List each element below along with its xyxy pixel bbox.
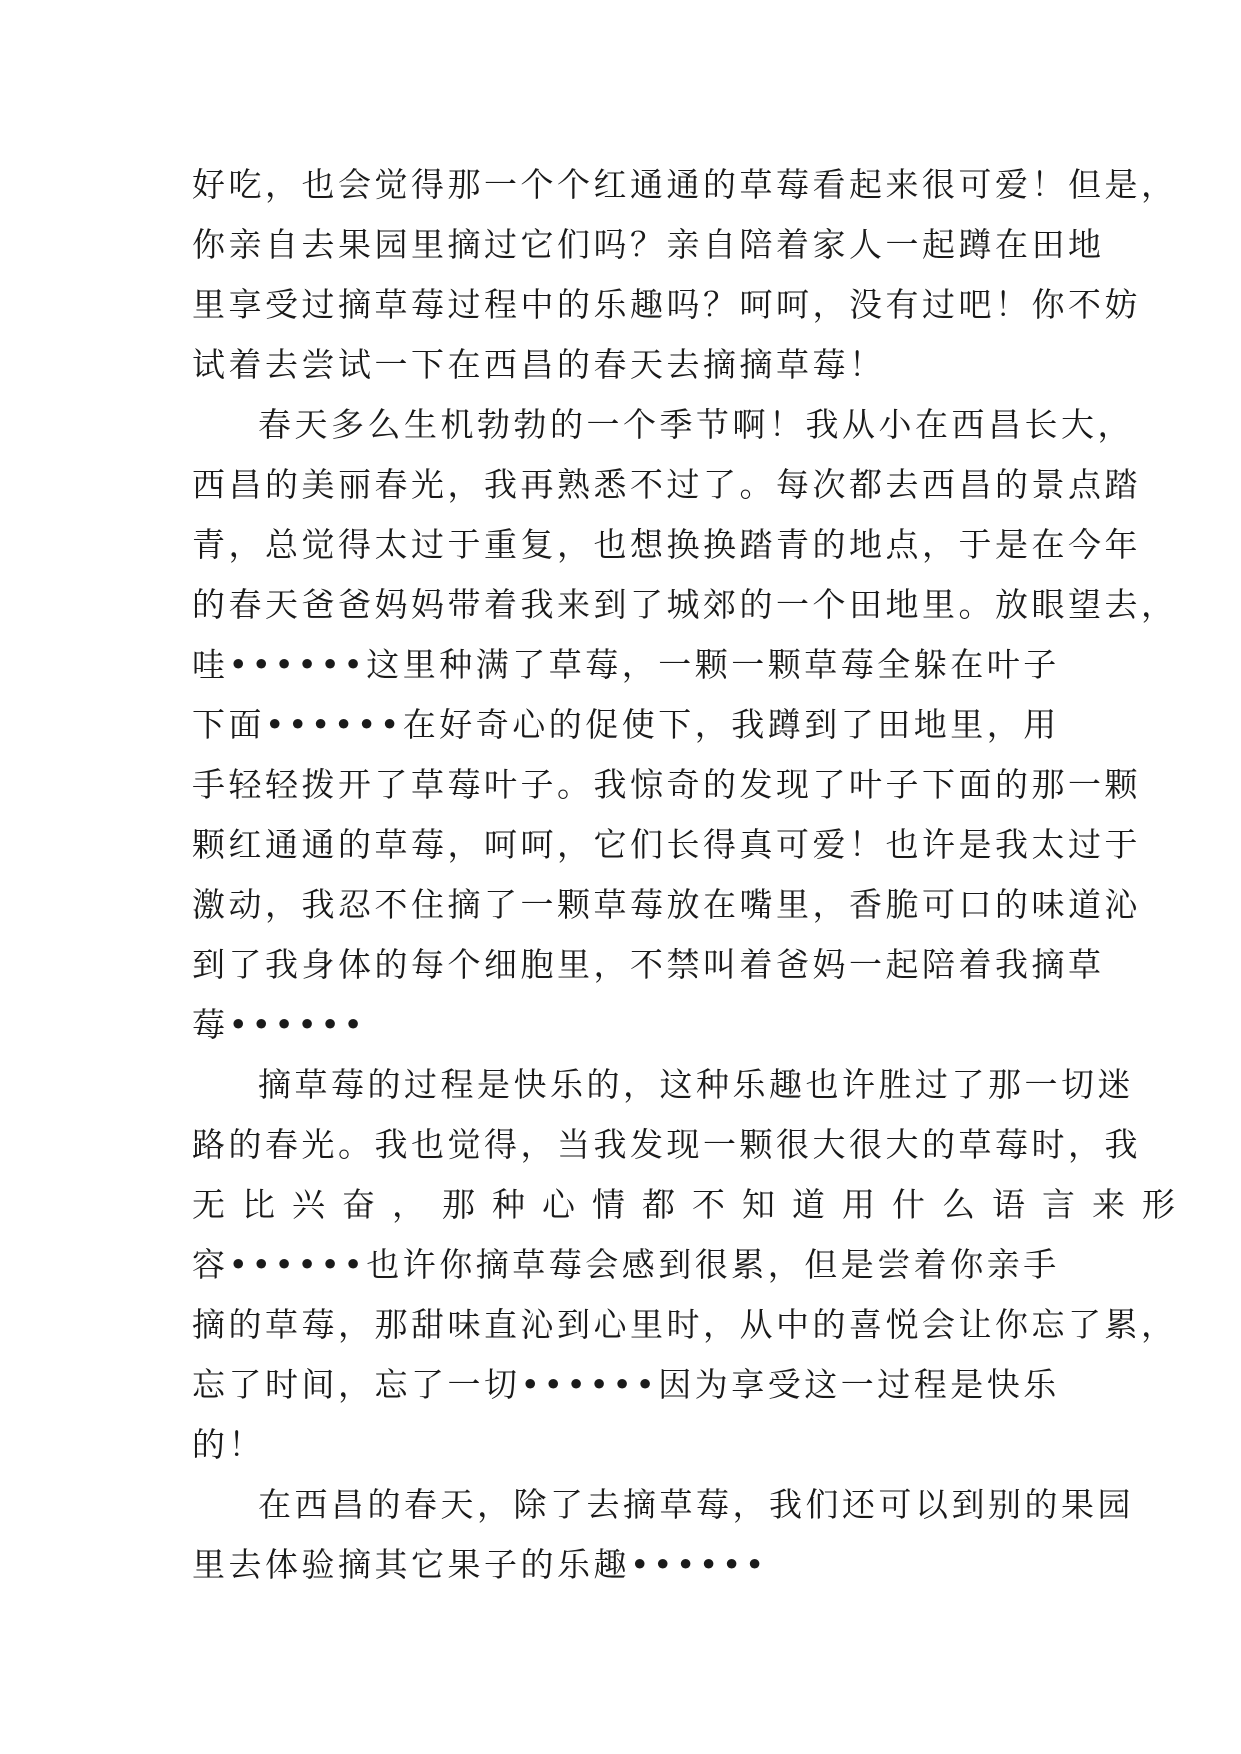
paragraph-line: 摘的草莓，那甜味直沁到心里时，从中的喜悦会让你忘了累，: [192, 1305, 1178, 1344]
paragraph-line: 激动，我忍不住摘了一颗草莓放在嘴里，香脆可口的味道沁: [192, 885, 1141, 924]
paragraph-line: 容••••••也许你摘草莓会感到很累，但是尝着你亲手: [192, 1245, 1060, 1284]
paragraph-1: [192, 155, 1178, 395]
paragraph-4: [192, 1475, 1134, 1595]
paragraph-line: 在西昌的春天，除了去摘草莓，我们还可以到别的果园: [258, 1485, 1134, 1524]
paragraph-3: [192, 1055, 1192, 1475]
paragraph-line: 无比兴奋，那种心情都不知道用什么语言来形: [192, 1185, 1192, 1224]
paragraph-line: 的！: [192, 1425, 265, 1464]
paragraph-line: 好吃，也会觉得那一个个红通通的草莓看起来很可爱！但是，: [192, 165, 1178, 204]
paragraph-line: 摘草莓的过程是快乐的，这种乐趣也许胜过了那一切迷: [258, 1065, 1134, 1104]
paragraph-line: 到了我身体的每个细胞里，不禁叫着爸妈一起陪着我摘草: [192, 945, 1105, 984]
paragraph-line: 手轻轻拨开了草莓叶子。我惊奇的发现了叶子下面的那一颗: [192, 765, 1141, 804]
paragraph-line: 的春天爸爸妈妈带着我来到了城郊的一个田地里。放眼望去，: [192, 585, 1178, 624]
paragraph-line: 青，总觉得太过于重复，也想换换踏青的地点，于是在今年: [192, 525, 1141, 564]
paragraph-line: 下面••••••在好奇心的促使下，我蹲到了田地里，用: [192, 705, 1060, 744]
paragraph-line: 哇••••••这里种满了草莓，一颗一颗草莓全躲在叶子: [192, 645, 1060, 684]
paragraph-line: 里享受过摘草莓过程中的乐趣吗？呵呵，没有过吧！你不妨: [192, 285, 1141, 324]
paragraph-line: 你亲自去果园里摘过它们吗？亲自陪着家人一起蹲在田地: [192, 225, 1105, 264]
document-body: [192, 155, 1192, 1595]
paragraph-2: [192, 395, 1178, 1055]
paragraph-line: 试着去尝试一下在西昌的春天去摘摘草莓！: [192, 345, 886, 384]
paragraph-line: 春天多么生机勃勃的一个季节啊！我从小在西昌长大，: [258, 405, 1134, 444]
paragraph-line: 颗红通通的草莓，呵呵，它们长得真可爱！也许是我太过于: [192, 825, 1141, 864]
paragraph-line: 路的春光。我也觉得，当我发现一颗很大很大的草莓时，我: [192, 1125, 1141, 1164]
paragraph-line: 西昌的美丽春光，我再熟悉不过了。每次都去西昌的景点踏: [192, 465, 1141, 504]
paragraph-line: 忘了时间，忘了一切••••••因为享受这一过程是快乐: [192, 1365, 1060, 1404]
paragraph-line: 里去体验摘其它果子的乐趣••••••: [192, 1545, 768, 1584]
paragraph-line: 莓••••••: [192, 1005, 367, 1044]
